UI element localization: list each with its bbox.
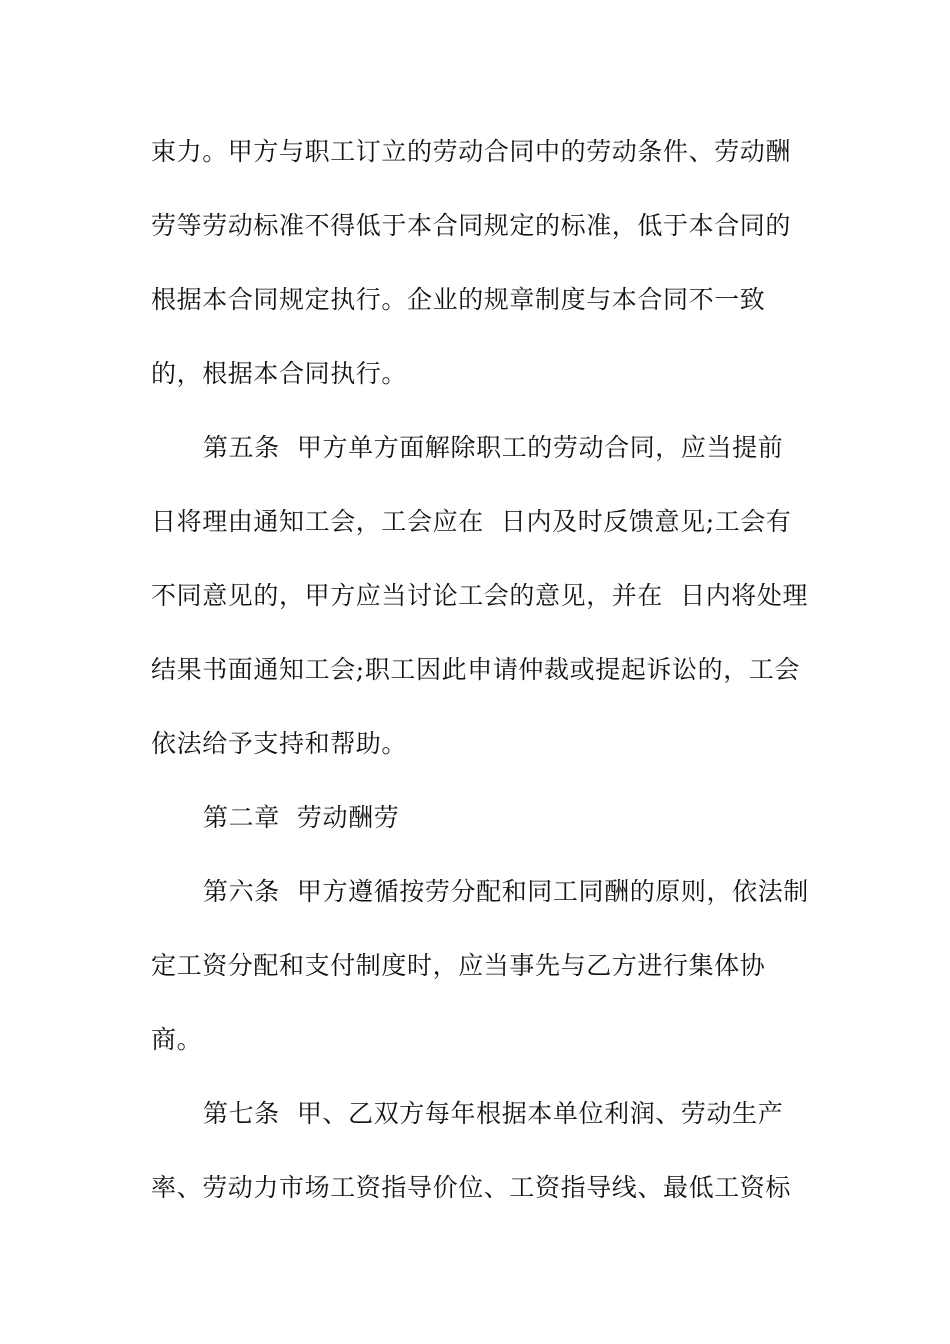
text-line: 率、劳动力市场工资指导价位、工资指导线、最低工资标: [151, 1173, 792, 1202]
text-line: 日将理由通知工会，工会应在 日内及时反馈意见;工会有: [151, 507, 792, 536]
article-7-heading-line: 第七条 甲、乙双方每年根据本单位利润、劳动生产: [203, 1099, 784, 1128]
text-line: 的，根据本合同执行。: [151, 359, 408, 388]
article-6-heading-line: 第六条 甲方遵循按劳分配和同工同酬的原则，依法制: [203, 877, 809, 906]
text-line: 定工资分配和支付制度时，应当事先与乙方进行集体协: [151, 951, 766, 980]
article-5-heading-line: 第五条 甲方单方面解除职工的劳动合同，应当提前: [203, 433, 784, 462]
text-line: 商。: [151, 1025, 203, 1054]
text-line: 束力。甲方与职工订立的劳动合同中的劳动条件、劳动酬: [151, 137, 792, 166]
text-line: 结果书面通知工会;职工因此申请仲裁或提起诉讼的，工会: [151, 655, 801, 684]
text-line: 劳等劳动标准不得低于本合同规定的标准，低于本合同的: [151, 211, 792, 240]
text-line: 根据本合同规定执行。企业的规章制度与本合同不一致: [151, 285, 766, 314]
text-line: 不同意见的，甲方应当讨论工会的意见，并在 日内将处理: [151, 581, 809, 610]
chapter-2-heading: 第二章 劳动酬劳: [203, 803, 400, 832]
text-line: 依法给予支持和帮助。: [151, 729, 408, 758]
